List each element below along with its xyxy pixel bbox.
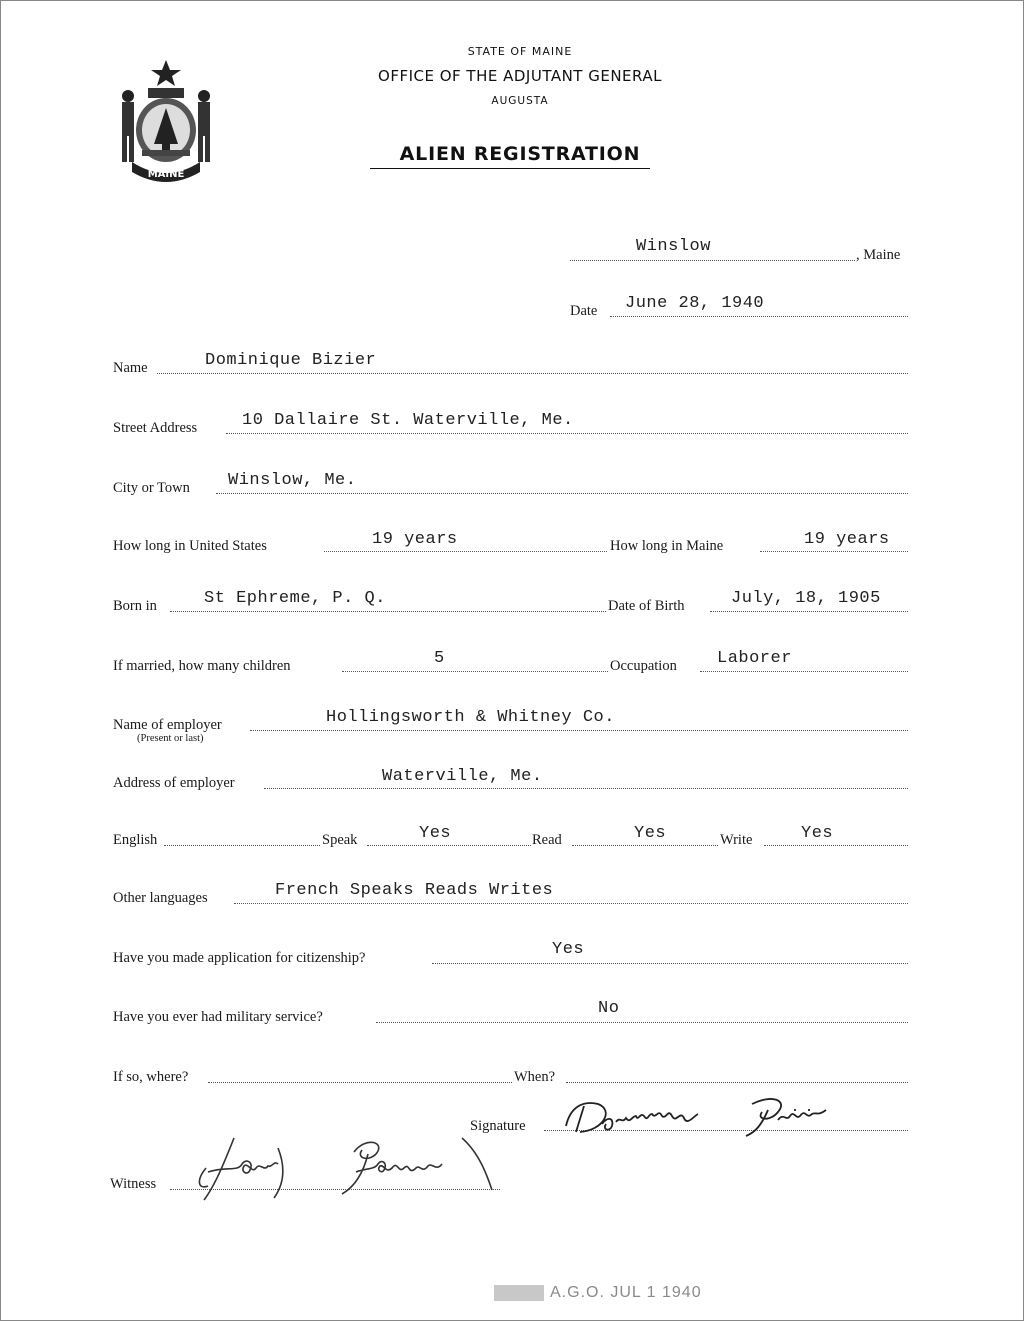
citizenship-value: Yes — [552, 940, 585, 959]
received-stamp — [494, 1284, 702, 1302]
write-label: Write — [720, 832, 753, 848]
form-title: ALIEN REGISTRATION — [399, 143, 641, 165]
maine-state-seal — [112, 58, 220, 188]
signature-handwriting — [556, 1090, 866, 1146]
speak-label: Speak — [322, 832, 358, 848]
birth-date-value: July, 18, 1905 — [731, 589, 881, 608]
read-label: Read — [532, 832, 562, 848]
english-label: English — [113, 832, 158, 848]
children-value: 5 — [434, 649, 445, 668]
street-value: 10 Dallaire St. Waterville, Me. — [242, 411, 574, 430]
employer-address-value: Waterville, Me. — [382, 767, 543, 786]
born-in-value: St Ephreme, P. Q. — [204, 589, 386, 608]
date-label: Date — [570, 303, 598, 319]
seal-text: MAINE — [147, 169, 185, 180]
military-label: Have you ever had military service? — [113, 1009, 323, 1025]
maine-years-label: How long in Maine — [610, 538, 724, 554]
occupation-label: Occupation — [610, 658, 677, 674]
title-underline — [370, 168, 650, 169]
stamp-text: A.G.O. JUL 1 1940 — [550, 1284, 702, 1301]
where-label: If so, where? — [113, 1069, 189, 1085]
born-in-label: Born in — [113, 598, 157, 614]
name-label: Name — [113, 360, 148, 376]
military-value: No — [598, 999, 620, 1018]
office-heading: OFFICE OF THE ADJUTANT GENERAL — [378, 67, 662, 85]
maine-years-value: 19 years — [804, 530, 890, 549]
write-value: Yes — [801, 824, 834, 843]
street-label: Street Address — [113, 420, 198, 436]
city-label: City or Town — [113, 480, 190, 496]
read-value: Yes — [634, 824, 667, 843]
birth-date-label: Date of Birth — [608, 598, 685, 614]
stamp-blot — [494, 1285, 544, 1301]
state-heading: STATE OF MAINE — [467, 45, 573, 58]
employer-address-label: Address of employer — [113, 775, 235, 791]
other-languages-value: French Speaks Reads Writes — [275, 881, 554, 900]
occupation-value: Laborer — [717, 649, 792, 668]
other-languages-label: Other languages — [113, 890, 208, 906]
city-value: Winslow, Me. — [228, 471, 357, 490]
us-years-value: 19 years — [372, 530, 458, 549]
when-label: When? — [514, 1069, 556, 1085]
maine-label: , Maine — [856, 247, 901, 263]
employer-sublabel: (Present or last) — [137, 733, 204, 744]
witness-handwriting — [186, 1128, 516, 1204]
citizenship-label: Have you made application for citizenship? — [113, 950, 366, 966]
employer-value: Hollingsworth & Whitney Co. — [326, 708, 615, 727]
city-heading: AUGUSTA — [491, 95, 549, 107]
speak-value: Yes — [419, 824, 452, 843]
signature-label: Signature — [470, 1118, 526, 1134]
town-value: Winslow — [636, 237, 711, 256]
children-label: If married, how many children — [113, 658, 291, 674]
name-value: Dominique Bizier — [205, 351, 377, 370]
witness-label: Witness — [110, 1176, 157, 1192]
date-value: June 28, 1940 — [625, 294, 765, 313]
us-years-label: How long in United States — [113, 538, 267, 554]
employer-label: Name of employer — [113, 717, 222, 733]
